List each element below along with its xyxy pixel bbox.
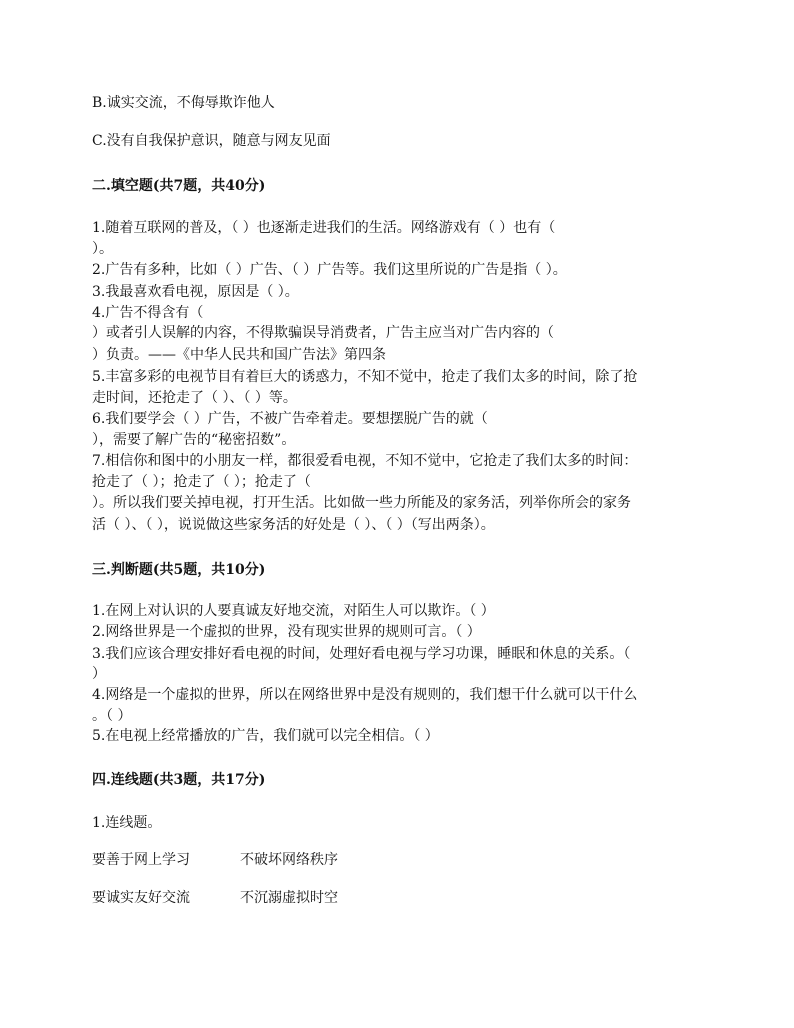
fill-in-line: ），需要了解广告的“秘密招数”。: [92, 432, 296, 448]
fill-in-line: 7.相信你和图中的小朋友一样，都很爱看电视，不知不觉中，它抢走了我们太多的时间：: [92, 453, 638, 469]
fill-in-line: 走时间，还抢走了（ ）、（ ）等。: [92, 390, 297, 406]
option-b: B.诚实交流，不侮辱欺诈他人: [92, 95, 275, 111]
matching-left-item: 要诚实友好交流: [92, 890, 190, 906]
fill-in-line: ）或者引人误解的内容，不得欺骗误导消费者，广告主应当对广告内容的（: [92, 325, 554, 341]
matching-intro: 1.连线题。: [92, 815, 162, 831]
judgment-line: ）: [92, 666, 106, 682]
fill-in-line: 2.广告有多种，比如（ ）广告、（ ）广告等。我们这里所说的广告是指（ ）。: [92, 262, 567, 278]
judgment-line: 1.在网上对认识的人要真诚友好地交流，对陌生人可以欺诈。（ ）: [92, 603, 495, 619]
fill-in-line: 抢走了（ ）；抢走了（ ）；抢走了（: [92, 474, 311, 490]
matching-left-item: 要善于网上学习: [92, 852, 190, 868]
fill-in-line: 3.我最喜欢看电视，原因是（ ）。: [92, 284, 299, 300]
matching-heading: 四.连线题(共3题，共17分): [92, 772, 266, 788]
judgment-line: 4.网络是一个虚拟的世界，所以在网络世界中是没有规则的，我们想干什么就可以干什么: [92, 687, 638, 703]
fill-in-line: 5.丰富多彩的电视节目有着巨大的诱惑力，不知不觉中，抢走了我们太多的时间，除了抢: [92, 369, 638, 385]
fill-in-line: ）。: [92, 241, 113, 257]
judgment-heading: 三.判断题(共5题，共10分): [92, 562, 266, 578]
fill-in-line: ）负责。——《中华人民共和国广告法》第四条: [92, 347, 386, 363]
judgment-line: 5.在电视上经常播放的广告，我们就可以完全相信。（ ）: [92, 728, 439, 744]
judgment-line: 。（ ）: [92, 708, 132, 724]
fill-in-line: 6.我们要学会（ ）广告，不被广告牵着走。要想摆脱广告的就（: [92, 411, 488, 427]
fill-in-line: 1.随着互联网的普及，（ ）也逐渐走进我们的生活。网络游戏有（ ）也有（: [92, 220, 556, 236]
fill-in-heading: 二.填空题(共7题，共40分): [92, 178, 266, 194]
fill-in-line: 4.广告不得含有（: [92, 305, 204, 321]
judgment-line: 3.我们应该合理安排好看电视的时间，处理好看电视与学习功课，睡眠和休息的关系。（: [92, 646, 631, 662]
matching-right-item: 不破坏网络秩序: [240, 852, 338, 868]
fill-in-line: ）。所以我们要关掉电视，打开生活。比如做一些力所能及的家务活，列举你所会的家务: [92, 495, 631, 511]
option-c: C.没有自我保护意识，随意与网友见面: [92, 133, 331, 149]
fill-in-line: 活（ ）、（ ），说说做这些家务活的好处是（ ）、（ ）（写出两条）。: [92, 517, 495, 533]
judgment-line: 2.网络世界是一个虚拟的世界，没有现实世界的规则可言。（ ）: [92, 624, 481, 640]
matching-right-item: 不沉溺虚拟时空: [240, 890, 338, 906]
